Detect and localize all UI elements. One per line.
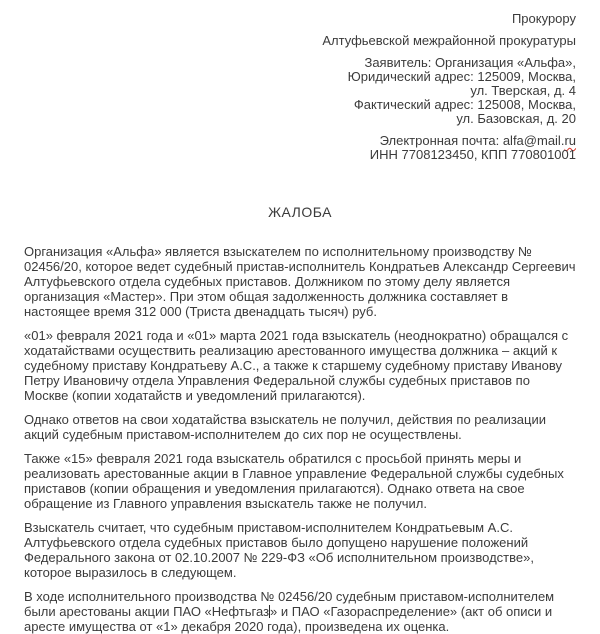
paragraph-6-before-caret: В ходе исполнительного производства № 02456/20 судебным приставом-исполнителем были арестованы акции ПАО «Нефтьгаз bbox=[24, 589, 555, 619]
paragraph-6-after-caret: » и ПАО «Газораспределение» (акт об описи и аресте имущества от «1» декабря 2020 года), произведена их оценка. bbox=[24, 604, 553, 634]
recipient-line: Прокурору bbox=[511, 11, 576, 26]
email-text: Электронная почта: alfa@mail. bbox=[379, 133, 565, 148]
recipient-office-line: Алтуфьевской межрайонной прокуратуры bbox=[322, 33, 576, 48]
legal-address-line-2: ул. Тверская, д. 4 bbox=[470, 83, 576, 98]
document-header bbox=[24, 12, 576, 162]
document-body[interactable] bbox=[24, 244, 576, 634]
paragraph-2[interactable]: «01» февраля 2021 года и «01» марта 2021 года взыскатель (неоднократно) обращался с ходатайствами осуществить реализацию арестованного имущества должника – акций к судебному приставу Кондратьеву А.С., а также к старшему судебному приставу Иванову Петру Ивановичу отдела Управления Федеральной службы судебных приставов по Москве (копии ходатайств и уведомлений прилагаются). bbox=[24, 328, 569, 403]
actual-address-line: Фактический адрес: 125008, Москва, bbox=[353, 97, 576, 112]
applicant-name-line: Заявитель: Организация «Альфа», bbox=[364, 55, 576, 70]
email-tld-spellcheck: ru bbox=[564, 133, 576, 148]
document-title: ЖАЛОБА bbox=[268, 204, 332, 220]
paragraph-6[interactable] bbox=[24, 589, 576, 634]
actual-address-line-2: ул. Базовская, д. 20 bbox=[456, 111, 576, 126]
applicant-block bbox=[24, 56, 576, 126]
email-line bbox=[24, 134, 576, 148]
inn-kpp-line: ИНН 7708123450, КПП 770801001 bbox=[369, 147, 576, 162]
paragraph-1[interactable]: Организация «Альфа» является взыскателем по исполнительному производству № 02456/20, которое ведет судебный пристав-исполнитель Кондратьев Александр Сергеевич Алтуфьевского отдела судебных приставов. Должником по этому делу является организация «Мастер». При этом общая задолженность должника составляет в настоящее время 312 000 (Триста двенадцать тысяч) руб. bbox=[24, 244, 576, 319]
legal-address-line: Юридический адрес: 125009, Москва, bbox=[347, 69, 576, 84]
paragraph-4[interactable]: Также «15» февраля 2021 года взыскатель обратился с просьбой принять меры и реализовать арестованные акции в Главное управление Федеральной службы судебных приставов (копии обращения и уведомления прилагаются). Однако ответа на свое обращение из Главного управления взыскатель также не получил. bbox=[24, 451, 564, 511]
paragraph-5[interactable]: Взыскатель считает, что судебным приставом-исполнителем Кондратьевым А.С. Алтуфьевского отдела судебных приставов было допущено нарушение положений Федерального закона от 02.10.2007 № 229-ФЗ «Об исполнительном производстве», которое выразилось в следующем. bbox=[24, 520, 534, 580]
contacts-block bbox=[24, 134, 576, 162]
paragraph-3[interactable]: Однако ответов на свои ходатайства взыскатель не получил, действия по реализации акций судебным приставом-исполнителем до сих пор не осуществлены. bbox=[24, 412, 546, 442]
